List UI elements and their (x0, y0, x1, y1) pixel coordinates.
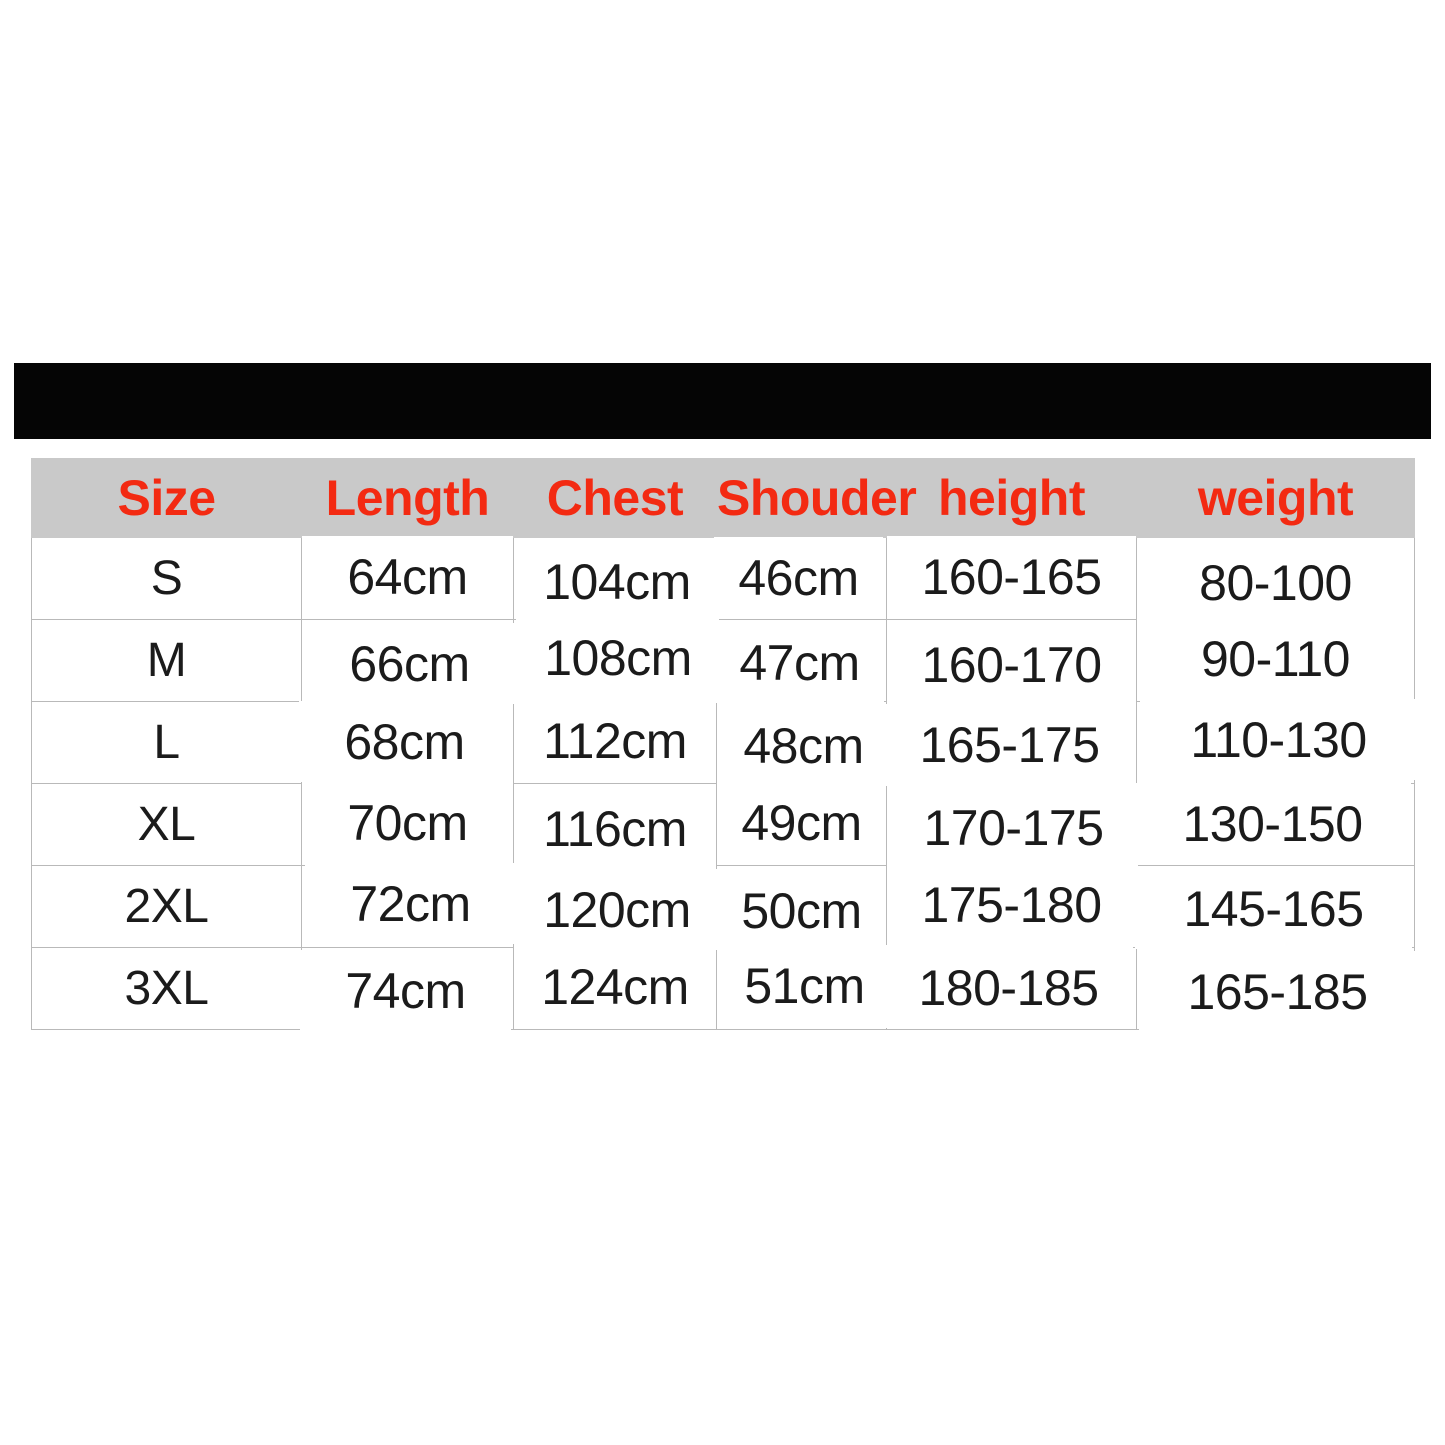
table-row (32, 948, 1415, 1030)
table-header (32, 459, 1415, 538)
cell-length: 72cm (305, 863, 517, 945)
cell-height: 160-165 (887, 536, 1137, 618)
cell-length: 70cm (302, 782, 514, 864)
size-chart-table-container (31, 458, 1414, 1030)
table-row (32, 702, 1415, 784)
top-black-banner (14, 363, 1431, 439)
cell-length: 64cm (302, 536, 514, 618)
column-header-shoulder: Shouder (717, 459, 887, 538)
cell-weight: 145-165 (1135, 868, 1413, 950)
column-header-length: Length (302, 459, 514, 538)
cell-weight: 130-150 (1134, 783, 1412, 865)
table-body (32, 538, 1415, 1030)
column-header-chest: Chest (514, 459, 717, 538)
cell-length: 74cm (300, 950, 512, 1032)
cell-chest: 120cm (516, 869, 719, 951)
cell-weight: 80-100 (1137, 542, 1415, 624)
cell-weight: 110-130 (1140, 699, 1418, 781)
table-row (32, 866, 1415, 948)
cell-size: 2XL (32, 866, 302, 948)
cell-chest: 108cm (517, 617, 720, 699)
cell-shoulder: 48cm (719, 705, 889, 787)
cell-weight: 165-185 (1139, 951, 1417, 1033)
table-row (32, 620, 1415, 702)
column-header-height: height (887, 459, 1137, 538)
table-row (32, 784, 1415, 866)
cell-size: 3XL (32, 948, 302, 1030)
cell-height: 160-170 (887, 624, 1137, 706)
cell-size: S (32, 538, 302, 620)
cell-length: 68cm (299, 701, 511, 783)
cell-weight: 90-110 (1137, 618, 1415, 700)
cell-length: 66cm (304, 623, 516, 705)
cell-size: M (32, 620, 302, 702)
cell-size: XL (32, 784, 302, 866)
cell-shoulder: 50cm (717, 870, 887, 952)
cell-shoulder: 46cm (714, 537, 884, 619)
cell-chest: 104cm (516, 541, 719, 623)
size-chart-table (31, 458, 1415, 1030)
cell-height: 175-180 (887, 864, 1137, 946)
table-header-row (32, 459, 1415, 538)
column-header-size: Size (32, 459, 302, 538)
cell-size: L (32, 702, 302, 784)
cell-height: 180-185 (884, 947, 1134, 1029)
column-header-weight: weight (1137, 459, 1415, 538)
cell-chest: 124cm (514, 946, 717, 1028)
cell-shoulder: 51cm (720, 945, 890, 1027)
cell-height: 170-175 (889, 787, 1139, 869)
cell-height: 165-175 (885, 704, 1135, 786)
cell-shoulder: 47cm (715, 622, 885, 704)
cell-shoulder: 49cm (717, 782, 887, 864)
cell-chest: 112cm (514, 700, 717, 782)
table-row (32, 538, 1415, 620)
cell-chest: 116cm (514, 788, 717, 870)
